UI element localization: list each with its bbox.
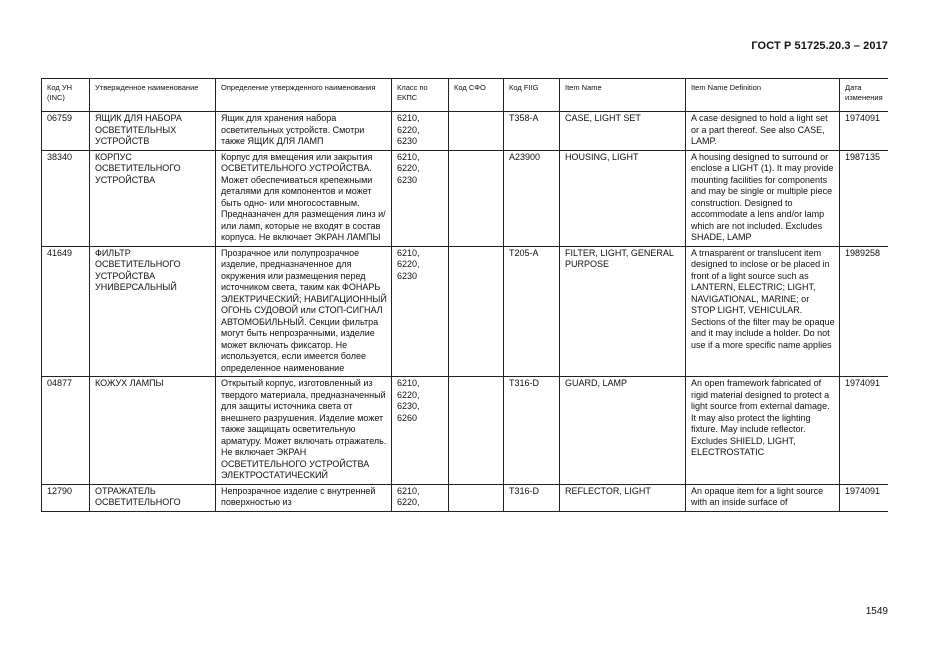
cell-inc: 04877 (42, 377, 90, 485)
cell-class: 6210, 6220, (392, 484, 449, 511)
cell-inc: 12790 (42, 484, 90, 511)
cell-name: ФИЛЬТР ОСВЕТИТЕЛЬНОГО УСТРОЙСТВА УНИВЕРСАЛЬНЫЙ (90, 246, 216, 377)
catalog-table (41, 78, 888, 512)
cell-class: 6210, 6220, 6230, 6260 (392, 377, 449, 485)
table-container (41, 78, 888, 600)
col-header-fiig: Код FIIG (504, 79, 560, 112)
cell-name: КОРПУС ОСВЕТИТЕЛЬНОГО УСТРОЙСТВА (90, 150, 216, 246)
cell-fiig: T316-D (504, 377, 560, 485)
cell-fiig: T358-A (504, 112, 560, 151)
col-header-date: Дата изменения (840, 79, 889, 112)
cell-class: 6210, 6220, 6230 (392, 246, 449, 377)
col-header-class: Класс по ЕКПС (392, 79, 449, 112)
table-row (42, 377, 889, 485)
cell-definition: Непрозрачное изделие с внутренней поверхностью из (216, 484, 392, 511)
cell-fiig: A23900 (504, 150, 560, 246)
cell-inc: 41649 (42, 246, 90, 377)
col-header-item-def: Item Name Definition (686, 79, 840, 112)
table-row (42, 150, 889, 246)
header-row (42, 79, 889, 112)
cell-sfo (449, 484, 504, 511)
table-row (42, 484, 889, 511)
col-header-sfo: Код СФО (449, 79, 504, 112)
col-header-item-name: Item Name (560, 79, 686, 112)
cell-definition: Открытый корпус, изготовленный из твердого материала, предназначенный для защиты источника света от внешнего разрушения. Изделие может также защищать осветительную арматуру. Может включать отражатель. Не включает ЭКРАН ОСВЕТИТЕЛЬНОГО УСТРОЙСТВА ЭЛЕКТРОСТАТИЧЕСКИЙ (216, 377, 392, 485)
cell-sfo (449, 150, 504, 246)
cell-definition: Ящик для хранения набора осветительных устройств. Смотри также ЯЩИК ДЛЯ ЛАМП (216, 112, 392, 151)
cell-name: ЯЩИК ДЛЯ НАБОРА ОСВЕТИТЕЛЬНЫХ УСТРОЙСТВ (90, 112, 216, 151)
cell-definition: Корпус для вмещения или закрытия ОСВЕТИТЕЛЬНОГО УСТРОЙСТВА. Может обеспечиваться крепежными деталями для компонентов и может быть одно- или многосоставным. Предназначен для размещения линз и/или ламп, которые не входят в состав корпуса. Не включает ЭКРАН ЛАМПЫ (216, 150, 392, 246)
cell-item-name: FILTER, LIGHT, GENERAL PURPOSE (560, 246, 686, 377)
cell-sfo (449, 112, 504, 151)
cell-class: 6210, 6220, 6230 (392, 112, 449, 151)
cell-date: 1974091 (840, 112, 889, 151)
cell-date: 1989258 (840, 246, 889, 377)
col-header-definition: Определение утвержденного наименования (216, 79, 392, 112)
document-title: ГОСТ Р 51725.20.3 – 2017 (751, 40, 888, 52)
page-number: 1549 (865, 606, 888, 617)
cell-name: ОТРАЖАТЕЛЬ ОСВЕТИТЕЛЬНОГО (90, 484, 216, 511)
cell-sfo (449, 246, 504, 377)
cell-item-name: CASE, LIGHT SET (560, 112, 686, 151)
cell-item-name: GUARD, LAMP (560, 377, 686, 485)
cell-item-def: A housing designed to surround or enclose a LIGHT (1). It may provide mounting facilities for components and may be single or multiple piece construction. Designed to accommodate a lens and/or lamp which are not included. Excludes SHADE, LAMP (686, 150, 840, 246)
cell-item-def: A case designed to hold a light set or a part thereof. See also CASE, LAMP. (686, 112, 840, 151)
cell-date: 1987135 (840, 150, 889, 246)
cell-inc: 38340 (42, 150, 90, 246)
cell-inc: 06759 (42, 112, 90, 151)
table-row (42, 112, 889, 151)
cell-fiig: T205-A (504, 246, 560, 377)
cell-class: 6210, 6220, 6230 (392, 150, 449, 246)
cell-date: 1974091 (840, 484, 889, 511)
cell-name: КОЖУХ ЛАМПЫ (90, 377, 216, 485)
cell-definition: Прозрачное или полупрозрачное изделие, предназначенное для окружения или размещения перед источником светa, таким как ФОНАРЬ ЭЛЕКТРИЧЕСКИЙ; НАВИГАЦИОННЫЙ ОГОНЬ СУДОВОЙ или СТОП-СИГНАЛ АВТОМОБИЛЬНЫЙ. Секции фильтра могут быть непрозрачными, изделие может включать фиксатор. Не используется, если имеется более определенное наименование (216, 246, 392, 377)
col-header-inc: Код УН (INC) (42, 79, 90, 112)
cell-date: 1974091 (840, 377, 889, 485)
cell-sfo (449, 377, 504, 485)
cell-item-def: A trnasparent or translucent item designed to inclose or be placed in front of a light source such as LANTERN, ELECTRIC; LIGHT, NAVIGATIONAL, MARINE; or STOP LIGHT, VEHICULAR. Sections of the filter may be opaque and it may include a holder. Do not use if a more specific name applies (686, 246, 840, 377)
cell-item-def: An opaque item for a light source with an inside surface of (686, 484, 840, 511)
table-row (42, 246, 889, 377)
col-header-name: Утвержденное наименование (90, 79, 216, 112)
cell-item-name: HOUSING, LIGHT (560, 150, 686, 246)
cell-item-def: An open framework fabricated of rigid material designed to protect a light source from external damage. It may also protect the lighting fixture. May include reflector. Excludes SHIELD, LIGHT, ELECTROSTATIC (686, 377, 840, 485)
cell-item-name: REFLECTOR, LIGHT (560, 484, 686, 511)
cell-fiig: T316-D (504, 484, 560, 511)
